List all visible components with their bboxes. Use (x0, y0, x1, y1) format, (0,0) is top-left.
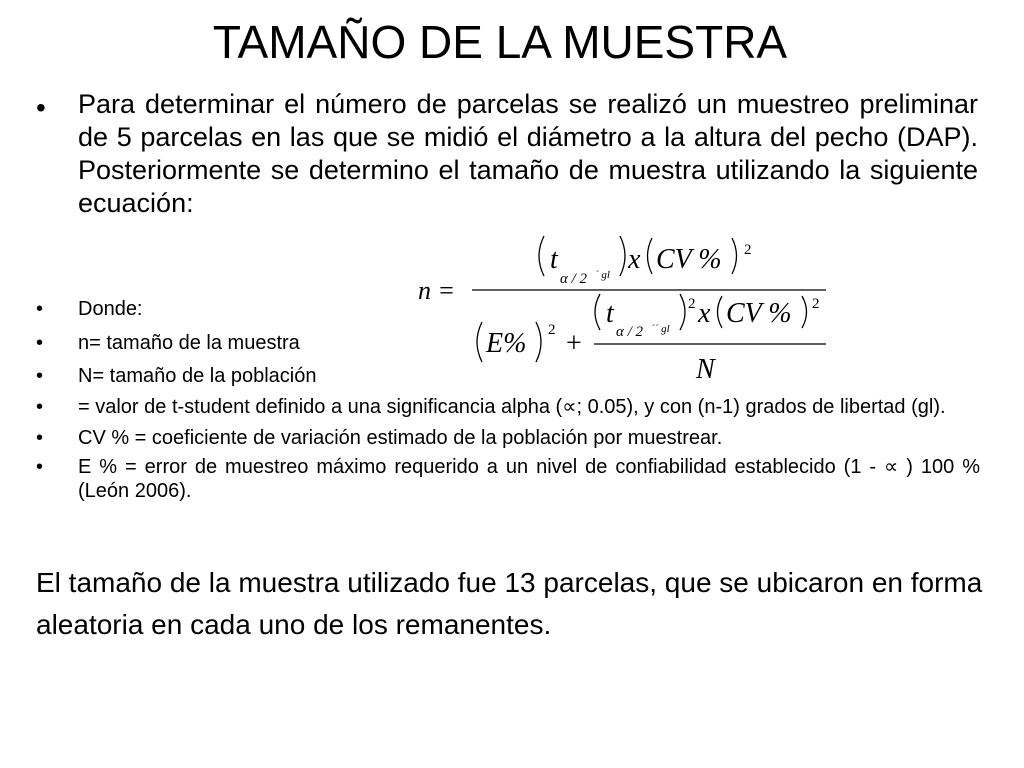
formula-n-label: n = (418, 276, 456, 305)
definitions-list (36, 297, 980, 503)
definition-text: CV % = coeficiente de variación estimado de la población por muestrear. (78, 427, 723, 449)
num-left-paren-2 (648, 238, 653, 274)
bullet-dot: • (36, 396, 44, 418)
conclusion-paragraph: El tamaño de la muestra utilizado fue 13 parcelas, que se ubicaron en forma aleatoria en cada uno de los remanentes. (36, 567, 983, 640)
den-plus: + (566, 328, 582, 359)
bullet-dot: • (36, 298, 44, 320)
den-e-pct: E% (486, 328, 527, 359)
intro-bullet: • (36, 92, 46, 123)
definition-N (36, 364, 980, 388)
num-left-paren-1 (539, 236, 544, 276)
definition-text: Donde: (78, 298, 143, 320)
definition-text: E % = error de muestreo máximo requerido a un nivel de confiabilidad establecido (1 - ∝ ) 100 % (León 2006). (78, 456, 980, 502)
den-N: N (696, 354, 715, 385)
definition-t-student (36, 395, 980, 419)
den-cv: CV % (726, 298, 792, 329)
definition-text: N= tamaño de la población (78, 365, 317, 387)
den-t-squared: 2 (688, 296, 696, 312)
definition-text: = valor de t-student definido a una significancia alpha (∝; 0.05), y con (n-1) grados de libertad (gl). (78, 396, 946, 418)
den-t-subscript-gl: ´´ gl (651, 323, 670, 335)
definition-text: n= tamaño de la muestra (78, 332, 300, 354)
den-e-squared: 2 (548, 322, 556, 338)
den-times: x (698, 298, 711, 329)
num-right-paren-1 (620, 236, 625, 276)
num-squared: 2 (744, 242, 752, 258)
num-t-subscript: α / 2 (560, 271, 588, 287)
definition-n (36, 331, 980, 355)
num-times: x (628, 244, 641, 275)
num-t-subscript-gl: ´ gl (595, 269, 610, 281)
bullet-dot: • (36, 332, 44, 354)
intro-paragraph: Para determinar el número de parcelas se realizó un muestreo preliminar de 5 parcelas en las que se midió el diámetro a la altura del pecho (DAP). Posteriormente se determino el tamaño de muestra utilizando la siguiente ecuación: (78, 89, 978, 218)
definition-cv (36, 426, 980, 450)
bullet-dot: • (36, 427, 44, 449)
den-cv-squared: 2 (812, 296, 820, 312)
bullet-dot: • (36, 456, 44, 478)
num-cv: CV % (656, 244, 722, 275)
definition-e (36, 455, 980, 503)
bullet-dot: • (36, 365, 44, 387)
num-right-paren-2 (732, 238, 737, 274)
slide-title: TAMAÑO DE LA MUESTRA (212, 16, 788, 68)
den-t-subscript: α / 2 (616, 324, 644, 340)
num-t: t (550, 244, 558, 275)
definition-donde (36, 297, 980, 321)
den-t: t (606, 298, 614, 329)
